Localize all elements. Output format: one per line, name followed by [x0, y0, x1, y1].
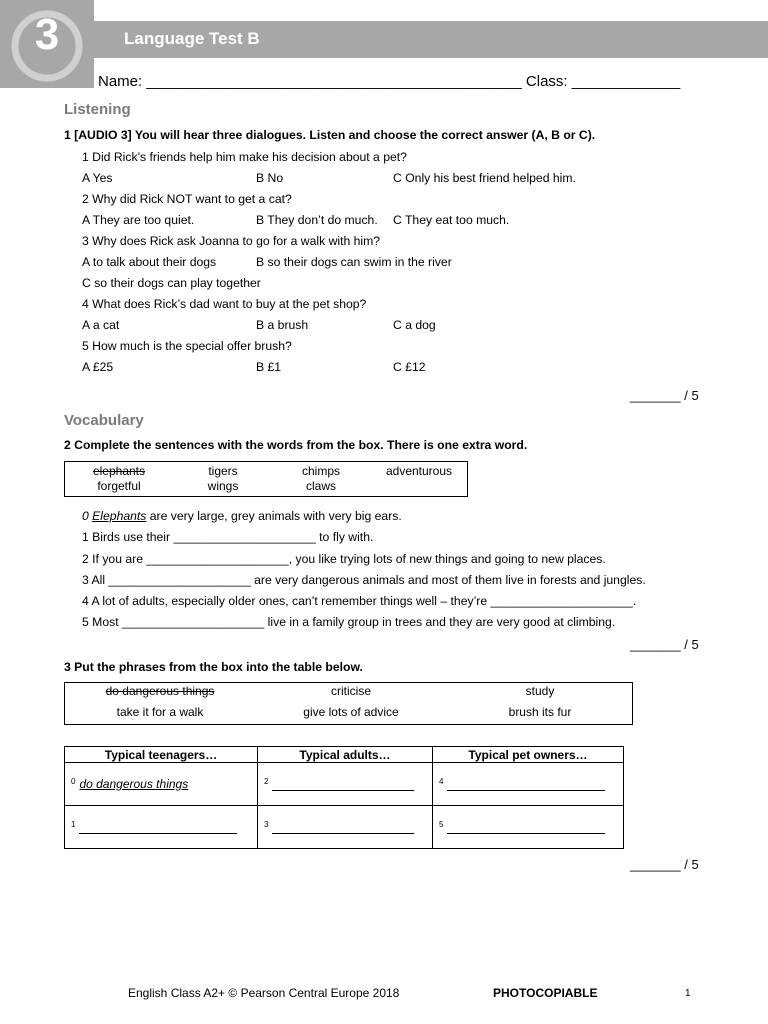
sentence-5: 5 Most _____________________ live in a family group in trees and they are very good at climbing. [82, 615, 616, 629]
instruction-ex1: 1 [AUDIO 3] You will hear three dialogues. Listen and choose the correct answer (A, B or C). [64, 128, 596, 142]
option-3b: B so their dogs can swim in the river [256, 255, 452, 269]
phrase-box-item-crossed: do dangerous things [105, 684, 215, 698]
option-1b: B No [256, 171, 284, 185]
column-header-pet-owners: Typical pet owners… [433, 747, 624, 763]
table-row [65, 806, 624, 849]
unit-number: 3 [34, 10, 60, 59]
word-box-item: tigers [208, 464, 238, 478]
word-box-item: claws [305, 479, 336, 493]
option-4b: B a brush [256, 318, 309, 332]
answer-blank[interactable] [447, 778, 605, 791]
sentence-3: 3 All _____________________ are very dangerous animals and most of them live in forests and jungles. [82, 573, 646, 587]
word-box-item-crossed: elephants [92, 464, 146, 478]
name-class-line: Name: _____________________________________________ Class: _____________ [98, 73, 681, 90]
instruction-ex3: 3 Put the phrases from the box into the table below. [64, 660, 363, 674]
option-5c: C £12 [393, 360, 426, 374]
example-number: 0 [82, 509, 89, 523]
word-box-item: adventurous [385, 464, 453, 478]
question-4: 4 What does Rick’s dad want to buy at the pet shop? [82, 297, 367, 311]
table-header-row [65, 747, 624, 763]
column-header-teenagers: Typical teenagers… [65, 747, 258, 763]
question-3: 3 Why does Rick ask Joanna to go for a walk with him? [82, 234, 381, 248]
option-2c: C They eat too much. [393, 213, 510, 227]
phrase-box-item: brush its fur [508, 705, 572, 719]
score-ex1: _______ / 5 [630, 388, 699, 403]
phrase-box-item: study [525, 684, 555, 698]
option-5b: B £1 [256, 360, 282, 374]
example-sentence [82, 509, 402, 523]
phrase-box-item: take it for a walk [116, 705, 204, 719]
table-cell: 2 [258, 763, 433, 806]
option-2a: A They are too quiet. [82, 213, 195, 227]
title-band [94, 21, 768, 58]
example-rest: are very large, grey animals with very big ears. [146, 509, 402, 523]
score-ex3: _______ / 5 [630, 857, 699, 872]
option-5a: A £25 [82, 360, 114, 374]
option-1c: C Only his best friend helped him. [393, 171, 576, 185]
example-table-answer: do dangerous things [79, 777, 189, 791]
option-2b: B They don’t do much. [256, 213, 378, 227]
phrase-box-item: give lots of advice [303, 705, 399, 719]
page-number: 1 [685, 988, 691, 999]
phrase-box-item: criticise [330, 684, 371, 698]
sentence-1: 1 Birds use their _____________________ to fly with. [82, 530, 374, 544]
answer-blank[interactable] [79, 821, 237, 834]
table-cell: 4 [433, 763, 624, 806]
question-5: 5 How much is the special offer brush? [82, 339, 292, 353]
option-3c: C so their dogs can play together [82, 276, 261, 290]
page-title: Language Test B [124, 29, 260, 48]
footer-photocopiable: PHOTOCOPIABLE [493, 986, 598, 1000]
table-cell: 1 [65, 806, 258, 849]
section-heading-vocabulary: Vocabulary [64, 412, 144, 429]
example-answer: Elephants [92, 509, 147, 523]
sentence-2: 2 If you are _____________________, you like trying lots of new things and going to new places. [82, 552, 606, 566]
question-2: 2 Why did Rick NOT want to get a cat? [82, 192, 292, 206]
answer-blank[interactable] [272, 821, 414, 834]
instruction-ex2: 2 Complete the sentences with the words from the box. There is one extra word. [64, 438, 528, 452]
table-row [65, 763, 624, 806]
footer-copyright: English Class A2+ © Pearson Central Europe 2018 [128, 986, 400, 1000]
option-4c: C a dog [393, 318, 436, 332]
phrase-box-ex3 [64, 682, 633, 725]
unit-badge [0, 0, 94, 88]
table-cell: $^0$ do dangerous things [65, 763, 258, 806]
table-cell: 5 [433, 806, 624, 849]
word-box-ex2 [64, 461, 468, 497]
word-box-item: forgetful [97, 479, 141, 493]
score-ex2: _______ / 5 [630, 637, 699, 652]
answer-table [64, 746, 624, 849]
section-heading-listening: Listening [64, 101, 131, 118]
option-3a: A to talk about their dogs [82, 255, 217, 269]
option-4a: A a cat [82, 318, 120, 332]
sentence-4: 4 A lot of adults, especially older ones, can’t remember things well – they’re _____________________. [82, 594, 637, 608]
answer-blank[interactable] [272, 778, 414, 791]
word-box-item: wings [207, 479, 239, 493]
column-header-adults: Typical adults… [258, 747, 433, 763]
question-1: 1 Did Rick’s friends help him make his decision about a pet? [82, 150, 407, 164]
answer-blank[interactable] [447, 821, 605, 834]
word-box-item: chimps [301, 464, 340, 478]
table-cell: 3 [258, 806, 433, 849]
option-1a: A Yes [82, 171, 113, 185]
